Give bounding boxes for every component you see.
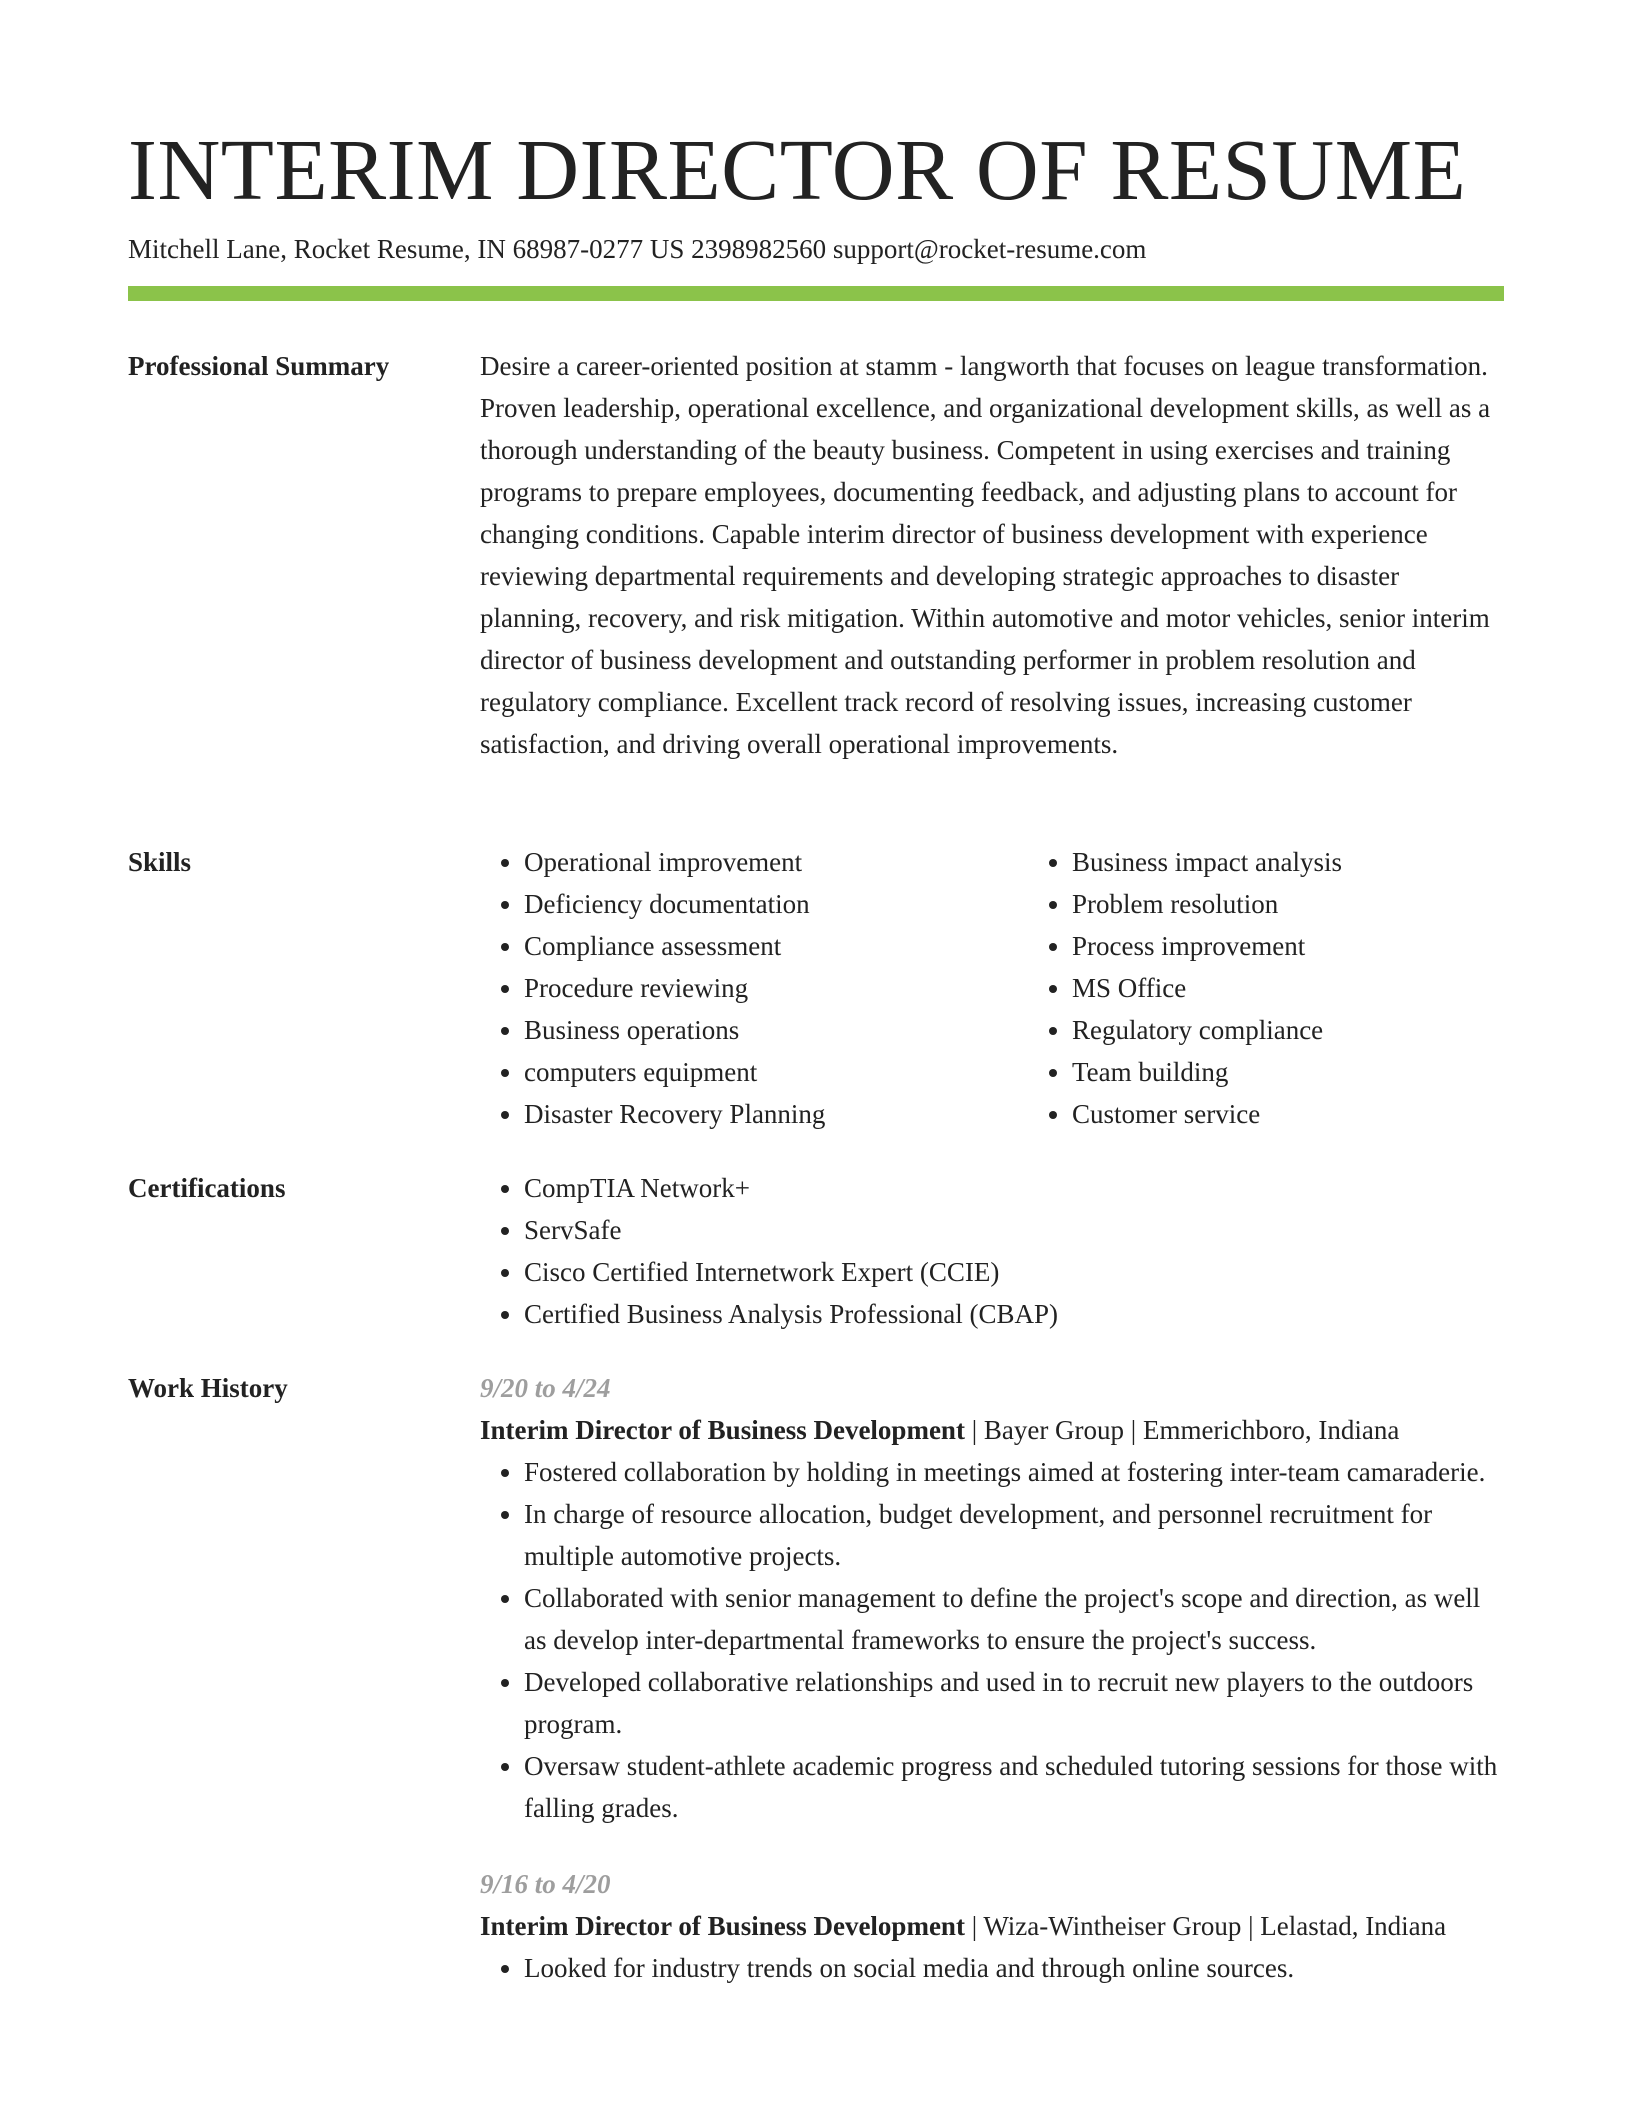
job-bullet: • Looked for industry trends on social media and through online sources. (524, 1947, 1504, 1989)
job-heading (480, 1905, 1504, 1947)
skill-item: • Disaster Recovery Planning (524, 1093, 984, 1135)
job-entry (480, 1863, 1504, 1989)
skill-item: • Operational improvement (524, 841, 984, 883)
certification-item: • Cisco Certified Internetwork Expert (CCIE) (524, 1251, 1504, 1293)
certifications-body (480, 1167, 1504, 1335)
certification-item: • ServSafe (524, 1209, 1504, 1251)
job-title: Interim Director of Business Development (480, 1911, 965, 1941)
certifications-list (480, 1167, 1504, 1335)
skill-item: • Team building (1072, 1051, 1532, 1093)
skill-item: • Problem resolution (1072, 883, 1532, 925)
summary-text: Desire a career-oriented position at stamm - langworth that focuses on league transformation. Proven leadership, operational excellence, and organizational development skills, as well as a thorough understanding of the beauty business. Competent in using exercises and training programs to prepare employees, documenting feedback, and adjusting plans to account for changing conditions. Capable interim director of business development with experience reviewing departmental requirements and developing strategic approaches to disaster planning, recovery, and risk mitigation. Within automotive and motor vehicles, senior interim director of business development and outstanding performer in problem resolution and regulatory compliance. Excellent track record of resolving issues, increasing customer satisfaction, and driving overall operational improvements. (480, 351, 1491, 759)
section-label-skills: Skills (128, 847, 192, 877)
skills-list-right (1028, 841, 1532, 1135)
job-dates: 9/20 to 4/24 (480, 1373, 611, 1403)
certification-item: • Certified Business Analysis Professional (CBAP) (524, 1293, 1504, 1335)
skills-list-left (480, 841, 984, 1135)
job-heading (480, 1409, 1504, 1451)
section-label-summary: Professional Summary (128, 351, 390, 381)
contact-info: Mitchell Lane, Rocket Resume, IN 68987-0277 US 2398982560 support@rocket-resume.com (128, 234, 1147, 264)
skills-columns (480, 841, 1504, 1135)
skill-item: • MS Office (1072, 967, 1532, 1009)
skill-item: • Regulatory compliance (1072, 1009, 1532, 1051)
skill-item: • Business impact analysis (1072, 841, 1532, 883)
summary-body (480, 345, 1504, 765)
job-title: Interim Director of Business Development (480, 1415, 965, 1445)
job-bullet: • In charge of resource allocation, budget development, and personnel recruitment for multiple automotive projects. (524, 1493, 1504, 1577)
job-bullet: • Collaborated with senior management to define the project's scope and direction, as well as develop inter-departmental frameworks to ensure the project's success. (524, 1577, 1504, 1661)
job-dates: 9/16 to 4/20 (480, 1869, 611, 1899)
skill-item: • Deficiency documentation (524, 883, 984, 925)
job-bullet: • Developed collaborative relationships and used in to recruit new players to the outdoors program. (524, 1661, 1504, 1745)
job-bullets (480, 1451, 1504, 1829)
job-details: | Wiza-Wintheiser Group | Lelastad, Indiana (964, 1911, 1447, 1941)
skill-item: • Business operations (524, 1009, 984, 1051)
job-bullet: • Fostered collaboration by holding in meetings aimed at fostering inter-team camaraderie. (524, 1451, 1504, 1493)
skill-item: • Process improvement (1072, 925, 1532, 967)
job-bullet: • Oversaw student-athlete academic progress and scheduled tutoring sessions for those with falling grades. (524, 1745, 1504, 1829)
accent-divider (128, 286, 1504, 301)
skill-item: • computers equipment (524, 1051, 984, 1093)
skills-body (480, 841, 1504, 1135)
resume-title: INTERIM DIRECTOR OF RESUME (128, 121, 1467, 218)
skill-item: • Procedure reviewing (524, 967, 984, 1009)
section-label-certifications: Certifications (128, 1173, 286, 1203)
job-details: | Bayer Group | Emmerichboro, Indiana (964, 1415, 1400, 1445)
section-label-work-history: Work History (128, 1373, 288, 1403)
job-bullets (480, 1947, 1504, 1989)
skill-item: • Customer service (1072, 1093, 1532, 1135)
job-entry (480, 1367, 1504, 1829)
skill-item: • Compliance assessment (524, 925, 984, 967)
work-history-body (480, 1367, 1504, 1989)
certification-item: • CompTIA Network+ (524, 1167, 1504, 1209)
